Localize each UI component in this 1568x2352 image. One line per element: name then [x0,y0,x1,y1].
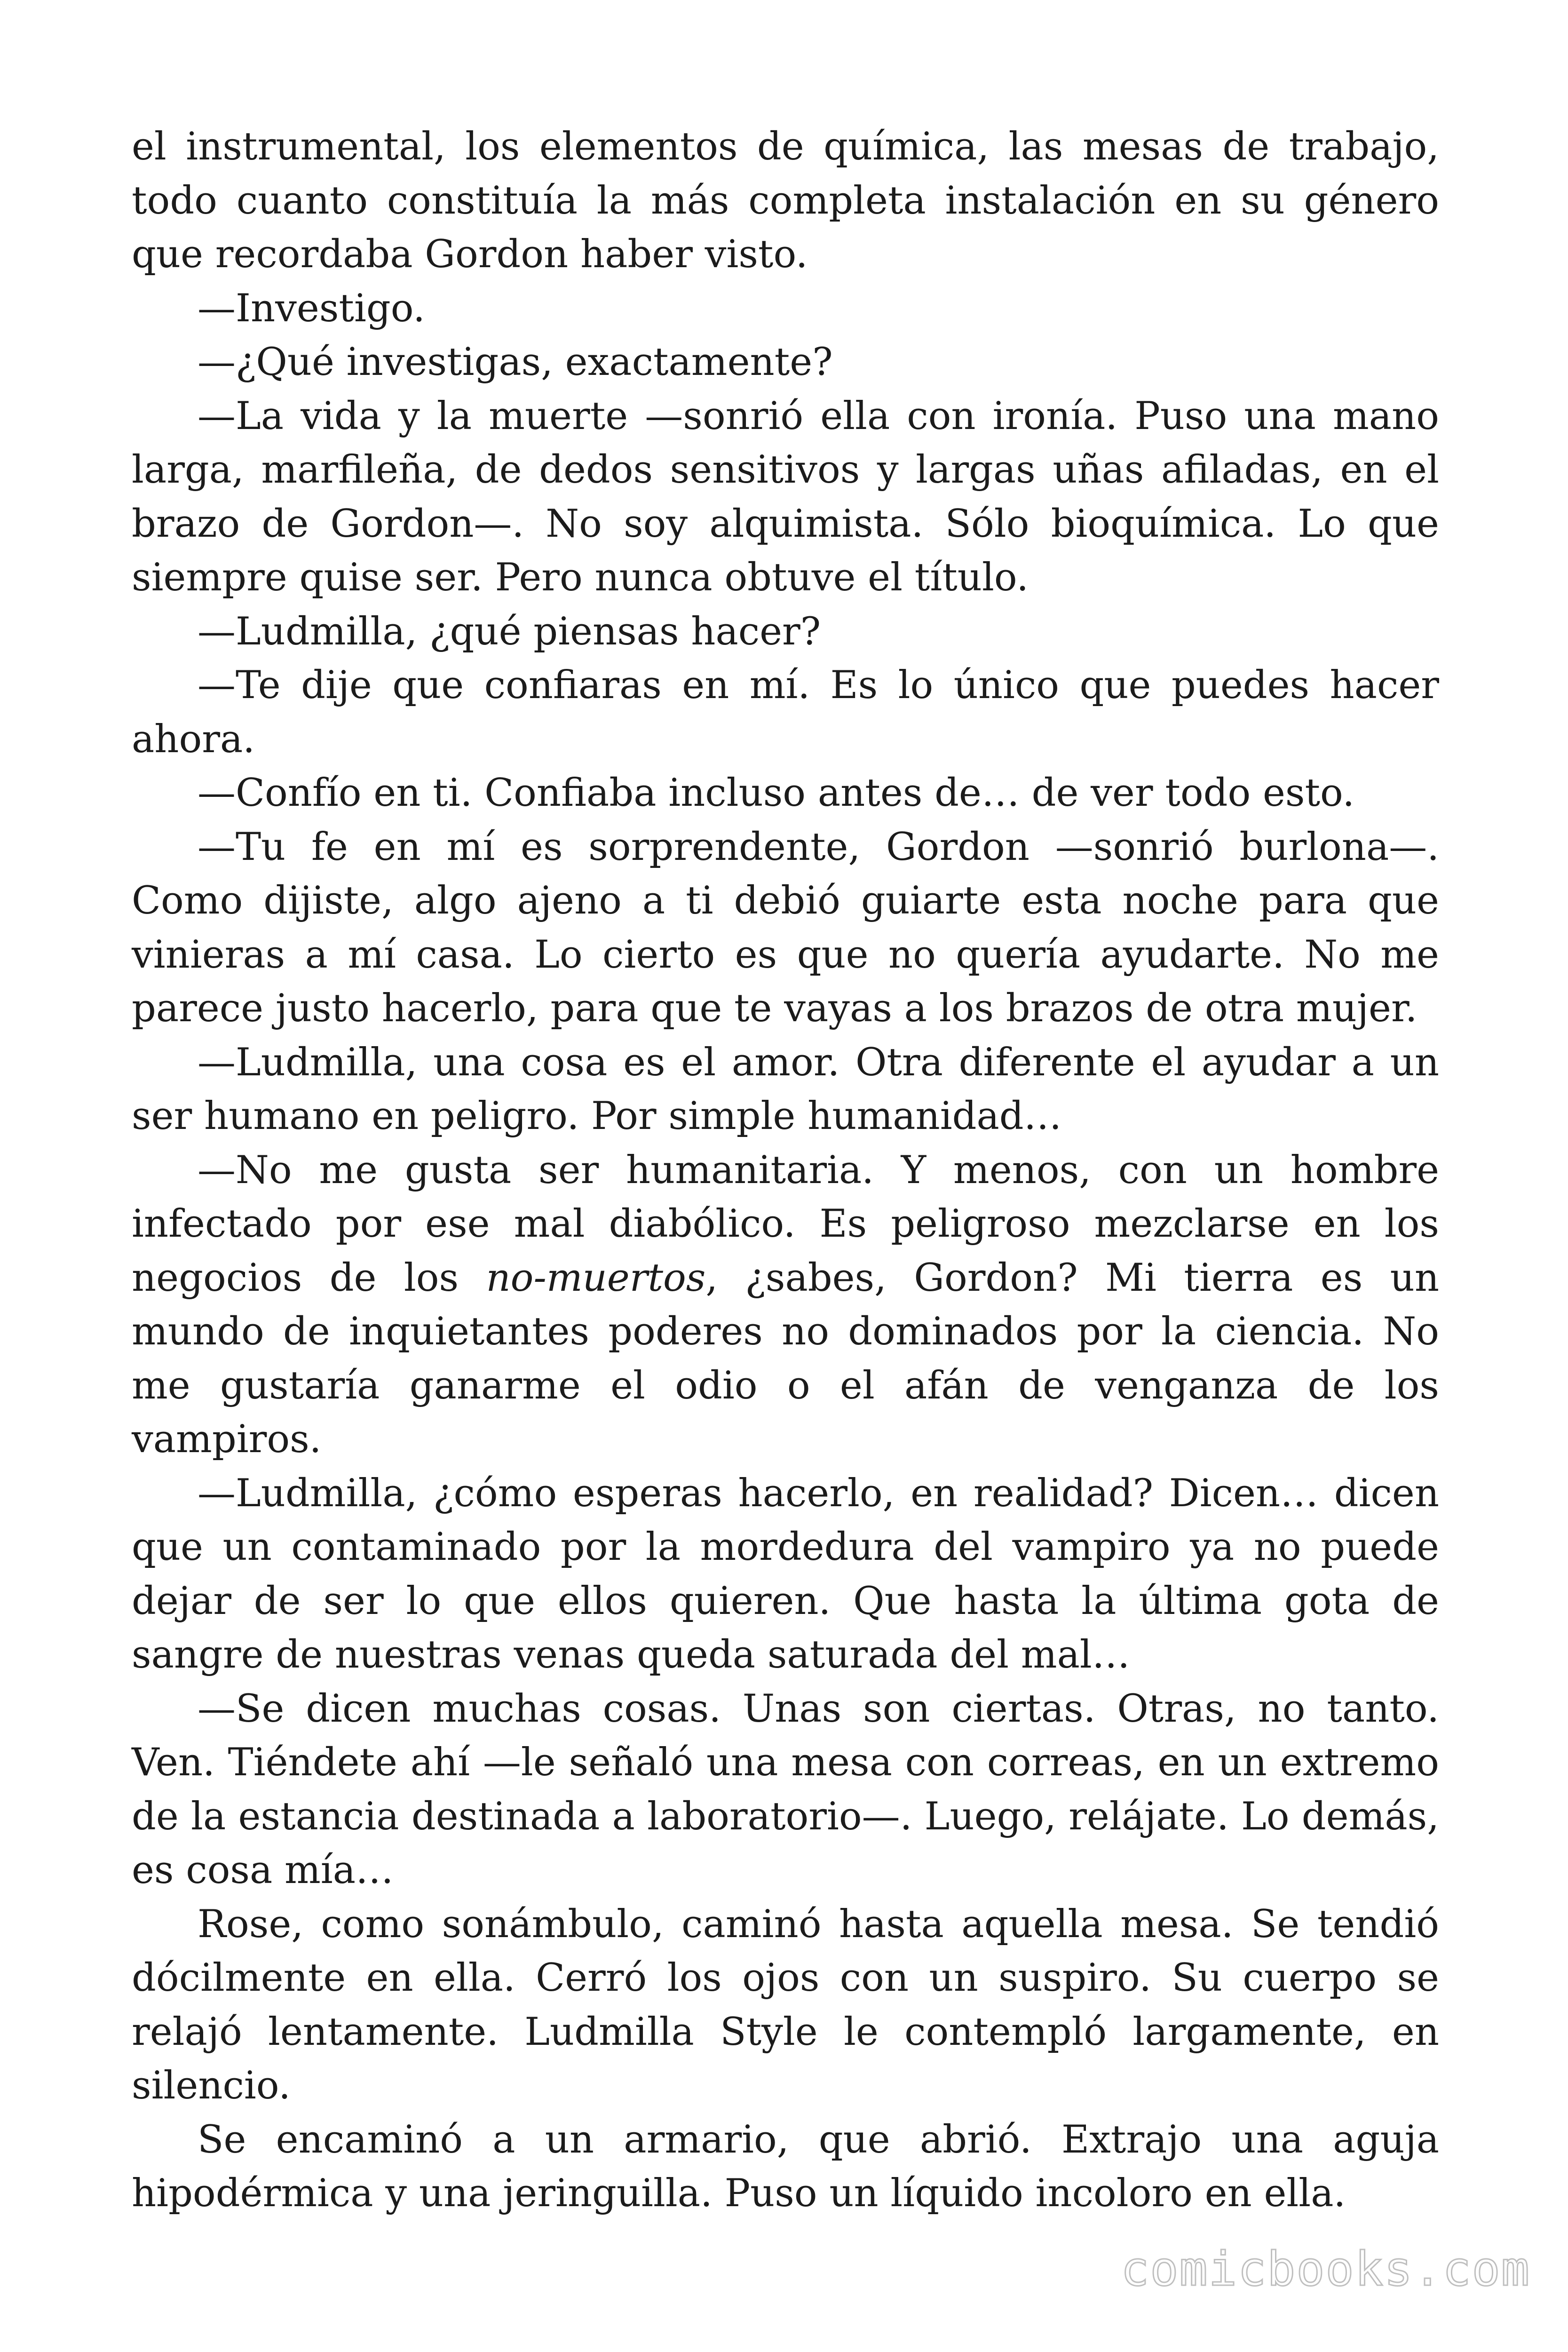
paragraph-4: —La vida y la muerte —sonrió ella con ironía. Puso una mano larga, marfileña, de dedos sensitivos y largas uñas afiladas, en el brazo de Gordon—. No soy alquimista. Sólo bioquímica. Lo que siempre quise ser. Pero nunca obtuve el título. [132,394,1439,600]
paragraph-12: —Se dicen muchas cosas. Unas son ciertas. Otras, no tanto. Ven. Tiéndete ahí —le señaló una mesa con correas, en un extremo de la estancia destinada a laboratorio—. Luego, relájate. Lo demás, es cosa mía… [132,1686,1439,1892]
paragraph-6: —Te dije que confiaras en mí. Es lo único que puedes hacer ahora. [132,663,1439,762]
paragraph-8: —Tu fe en mí es sorprendente, Gordon —sonrió burlona—. Como dijiste, algo ajeno a ti debió guiarte esta noche para que vinieras a mí casa. Lo cierto es que no quería ayudarte. No me parece justo hacerlo, para que te vayas a los brazos de otra mujer. [132,825,1439,1031]
paragraph-10-before: —No me gusta ser humanitaria. Y menos, con un hombre infectado por ese mal diabólico. Es peligroso mezclarse en los negocios de los [132,1148,1439,1300]
paragraph-3: —¿Qué investigas, exactamente? [198,340,833,384]
paragraph-2: —Investigo. [198,286,425,331]
paragraph-14: Se encaminó a un armario, que abrió. Extrajo una aguja hipodérmica y una jeringuilla. Puso un líquido incoloro en ella. [132,2117,1439,2216]
paragraph-11: —Ludmilla, ¿cómo esperas hacerlo, en realidad? Dicen… dicen que un contaminado por la mordedura del vampiro ya no puede dejar de ser lo que ellos quieren. Que hasta la última gota de sangre de nuestras venas queda saturada del mal… [132,1471,1439,1677]
paragraph-10-after: , ¿sabes, Gordon? Mi tierra es un mundo de inquietantes poderes no dominados por la ciencia. No me gustaría ganarme el odio o el afán de venganza de los vampiros. [132,1255,1439,1462]
book-page-text [132,120,1439,2221]
paragraph-13: Rose, como sonámbulo, caminó hasta aquella mesa. Se tendió dócilmente en ella. Cerró los ojos con un suspiro. Su cuerpo se relajó lentamente. Ludmilla Style le contempló largamente, en silencio. [132,1902,1439,2108]
paragraph-10-italic: no-muertos [486,1255,706,1300]
watermark-logo: comicbooks.com [1121,2241,1530,2296]
paragraph-1: el instrumental, los elementos de química, las mesas de trabajo, todo cuanto constituía la más completa instalación en su género que recordaba Gordon haber visto. [132,125,1439,277]
paragraph-5: —Ludmilla, ¿qué piensas hacer? [198,609,821,654]
paragraph-10 [132,1144,1439,1467]
paragraph-7: —Confío en ti. Confiaba incluso antes de… de ver todo esto. [198,771,1355,815]
paragraph-9: —Ludmilla, una cosa es el amor. Otra diferente el ayudar a un ser humano en peligro. Por simple humanidad… [132,1040,1439,1138]
